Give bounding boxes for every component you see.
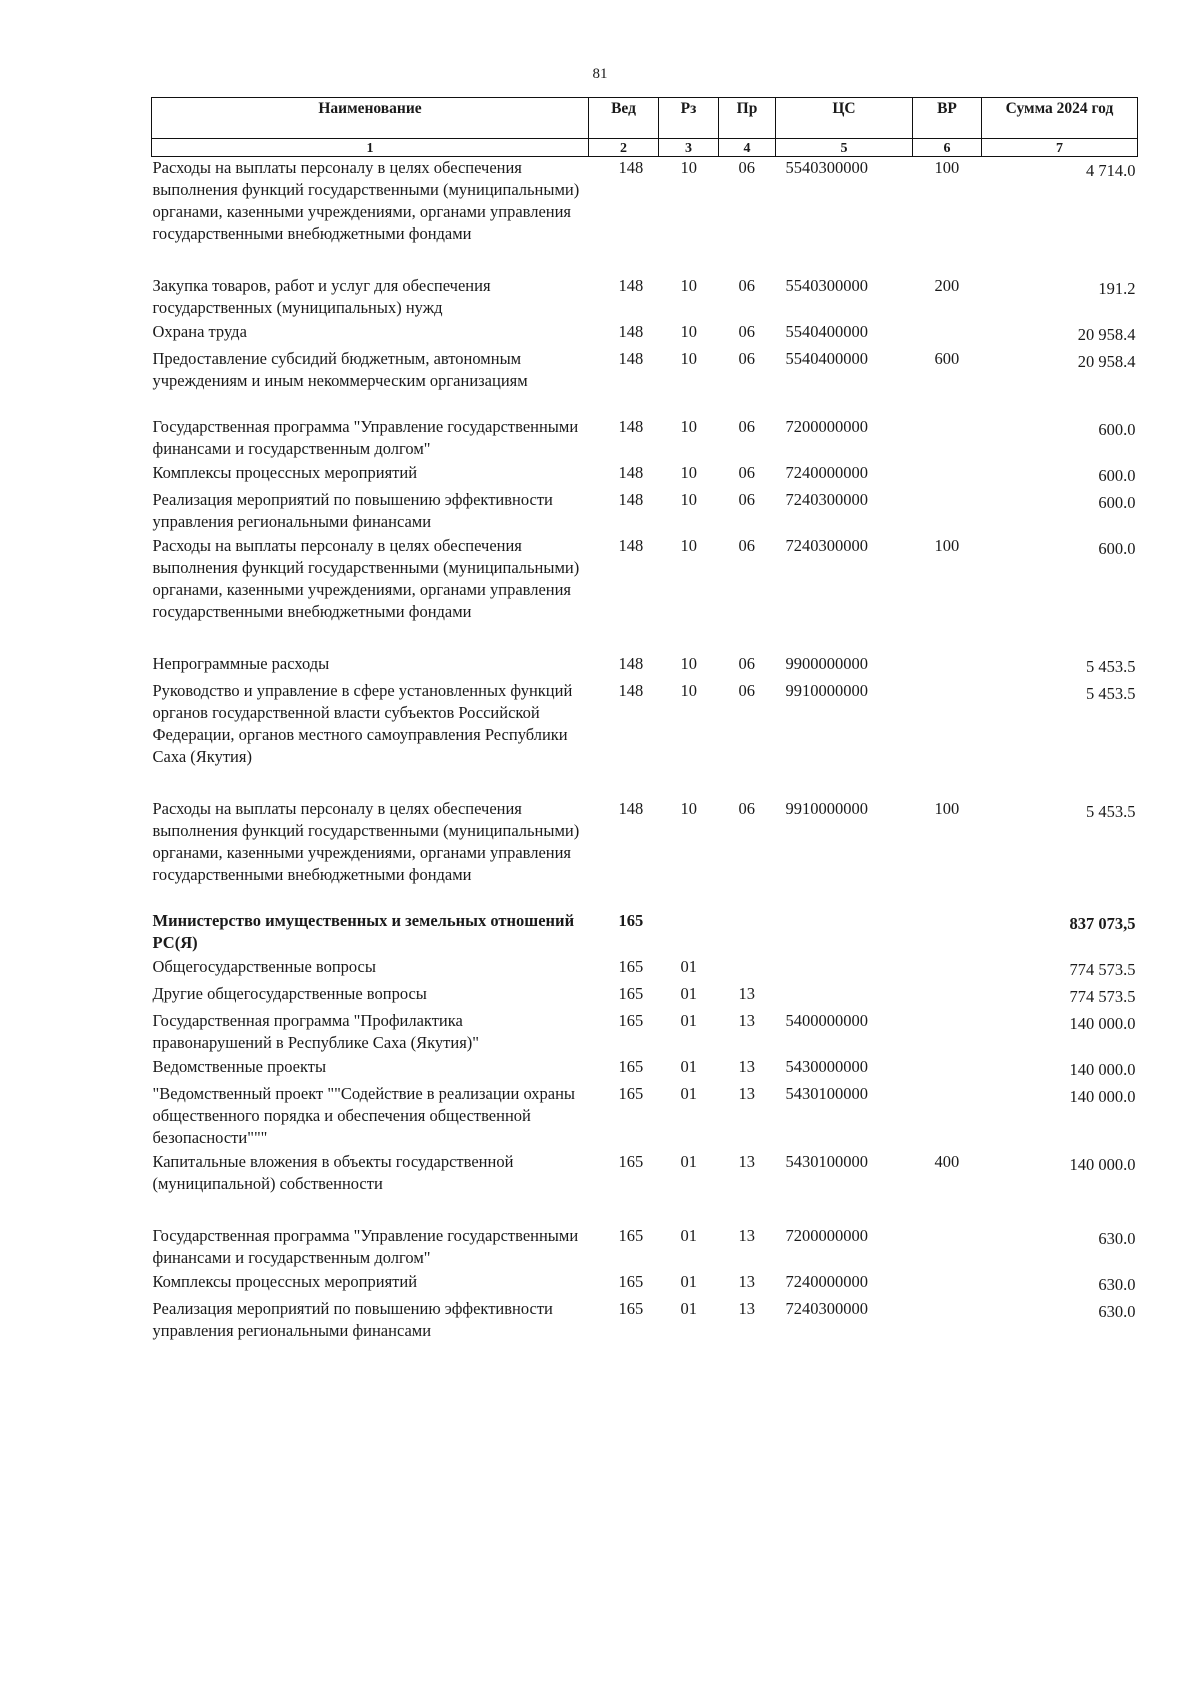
- row-cs: 5540300000: [785, 276, 868, 295]
- row-ved: 148: [618, 681, 644, 700]
- budget-table: [151, 97, 1138, 1344]
- row-cs: [776, 983, 913, 1010]
- header-pr: Пр: [719, 98, 776, 139]
- row-rz: [659, 910, 719, 956]
- row-rz: 10: [680, 276, 697, 295]
- row-vr: 200: [934, 276, 960, 295]
- row-pr: 13: [738, 1152, 755, 1171]
- table-row: [152, 680, 1138, 798]
- table-row: [152, 321, 1138, 348]
- row-cs: 5430000000: [785, 1057, 868, 1076]
- table-header: [152, 98, 1138, 157]
- row-cs: 7240000000: [785, 463, 868, 482]
- row-pr: 06: [738, 276, 755, 295]
- row-name: Министерство имущественных и земельных отношений РС(Я): [152, 911, 575, 952]
- table-row: [152, 1083, 1138, 1151]
- row-rz: 10: [680, 490, 697, 509]
- row-rz: 01: [680, 1011, 697, 1030]
- row-pr: 06: [738, 349, 755, 368]
- row-rz: 10: [680, 349, 697, 368]
- row-vr: [913, 956, 982, 983]
- page-number: 81: [592, 66, 608, 82]
- header-sum: Сумма 2024 год: [982, 98, 1138, 139]
- row-ved: 148: [618, 322, 644, 341]
- row-ved: 148: [618, 417, 644, 436]
- table-row: [152, 798, 1138, 910]
- row-pr: 06: [738, 536, 755, 555]
- row-cs: 7200000000: [785, 417, 868, 436]
- table-row: [152, 416, 1138, 462]
- row-vr: [913, 1271, 982, 1298]
- row-rz: 10: [680, 654, 697, 673]
- row-cs: 5540400000: [785, 322, 868, 341]
- row-vr: [913, 416, 982, 462]
- row-ved: 165: [618, 1152, 644, 1171]
- row-vr: 600: [934, 349, 960, 368]
- row-ved: 148: [618, 463, 644, 482]
- column-number: 6: [913, 139, 982, 157]
- row-pr: 13: [738, 1272, 755, 1291]
- row-name: Расходы на выплаты персоналу в целях обеспечения выполнения функций государственными (муниципальными) органами, казенными учреждениями, органами управления государственными внебюджетными фондами: [152, 799, 580, 884]
- row-vr: [913, 1083, 982, 1151]
- row-name: Другие общегосударственные вопросы: [152, 984, 427, 1003]
- row-cs: 7240300000: [785, 490, 868, 509]
- table-body: [152, 157, 1138, 1345]
- row-cs: [776, 910, 913, 956]
- row-name: Ведомственные проекты: [152, 1057, 327, 1076]
- row-rz: 10: [680, 417, 697, 436]
- row-pr: [719, 910, 776, 956]
- row-rz: 10: [680, 158, 697, 177]
- header-name: Наименование: [152, 98, 589, 139]
- row-cs: 7240300000: [785, 1299, 868, 1318]
- header-cs: ЦС: [776, 98, 913, 139]
- row-sum: 600.0: [1098, 493, 1136, 512]
- row-sum: 5 453.5: [1086, 657, 1136, 676]
- row-cs: 5540300000: [785, 158, 868, 177]
- row-pr: 06: [738, 654, 755, 673]
- row-cs: [776, 956, 913, 983]
- row-pr: 13: [738, 1084, 755, 1103]
- row-sum: 4 714.0: [1086, 161, 1136, 180]
- row-pr: 13: [738, 1226, 755, 1245]
- row-sum: 140 000.0: [1069, 1060, 1136, 1079]
- row-sum: 600.0: [1098, 420, 1136, 439]
- row-rz: 01: [680, 984, 697, 1003]
- row-ved: 148: [618, 654, 644, 673]
- row-pr: 06: [738, 490, 755, 509]
- header-rz: Рз: [659, 98, 719, 139]
- row-name: Государственная программа "Управление государственными финансами и государственным долгом": [152, 1226, 579, 1267]
- row-name: Государственная программа "Управление государственными финансами и государственным долгом": [152, 417, 579, 458]
- row-pr: 06: [738, 417, 755, 436]
- row-pr: 06: [738, 158, 755, 177]
- row-name: Государственная программа "Профилактика правонарушений в Республике Саха (Якутия)": [152, 1011, 480, 1052]
- table-row: [152, 275, 1138, 321]
- row-cs: 5400000000: [785, 1011, 868, 1030]
- row-sum: 5 453.5: [1086, 802, 1136, 821]
- row-name: Охрана труда: [152, 322, 247, 341]
- row-name: "Ведомственный проект ""Содействие в реализации охраны общественного порядка и обеспечения общественной безопасности""": [152, 1084, 576, 1147]
- row-name: Комплексы процессных мероприятий: [152, 1272, 418, 1291]
- table-row: [152, 489, 1138, 535]
- table-row: [152, 1271, 1138, 1298]
- row-name: Реализация мероприятий по повышению эффективности управления региональными финансами: [152, 490, 553, 531]
- row-ved: 165: [618, 1057, 644, 1076]
- row-vr: [913, 653, 982, 680]
- row-pr: 06: [738, 681, 755, 700]
- row-pr: 13: [738, 1299, 755, 1318]
- row-name: Реализация мероприятий по повышению эффективности управления региональными финансами: [152, 1299, 553, 1340]
- row-ved: 148: [618, 349, 644, 368]
- header-vr: ВР: [913, 98, 982, 139]
- table-row: [152, 1056, 1138, 1083]
- row-sum: 630.0: [1098, 1229, 1136, 1248]
- table-row: [152, 1151, 1138, 1225]
- table-row: [152, 983, 1138, 1010]
- row-vr: [913, 1298, 982, 1344]
- row-name: Капитальные вложения в объекты государственной (муниципальной) собственности: [152, 1152, 514, 1193]
- row-ved: 165: [618, 1226, 644, 1245]
- row-sum: 837 073,5: [1069, 914, 1136, 933]
- row-rz: 01: [680, 957, 697, 976]
- row-name: Расходы на выплаты персоналу в целях обеспечения выполнения функций государственными (муниципальными) органами, казенными учреждениями, органами управления государственными внебюджетными фондами: [152, 158, 580, 243]
- row-cs: 7240300000: [785, 536, 868, 555]
- row-ved: 148: [618, 276, 644, 295]
- row-vr: 100: [934, 799, 960, 818]
- row-vr: [913, 983, 982, 1010]
- row-sum: 191.2: [1098, 279, 1136, 298]
- row-ved: 148: [618, 799, 644, 818]
- column-number: 5: [776, 139, 913, 157]
- row-rz: 01: [680, 1299, 697, 1318]
- row-cs: 5430100000: [785, 1152, 868, 1171]
- row-ved: 165: [618, 1084, 644, 1103]
- row-name: Закупка товаров, работ и услуг для обеспечения государственных (муниципальных) нужд: [152, 276, 491, 317]
- row-pr: 13: [738, 1057, 755, 1076]
- column-number: 3: [659, 139, 719, 157]
- row-vr: [913, 489, 982, 535]
- row-vr: [913, 1056, 982, 1083]
- row-name: Предоставление субсидий бюджетным, автономным учреждениям и иным некоммерческим организациям: [152, 349, 528, 390]
- row-rz: 01: [680, 1226, 697, 1245]
- table-row: [152, 653, 1138, 680]
- row-name: Комплексы процессных мероприятий: [152, 463, 418, 482]
- row-name: Руководство и управление в сфере установленных функций органов государственной власти субъектов Российской Федерации, органов местного самоуправления Республики Саха (Якутия): [152, 681, 573, 766]
- row-pr: 06: [738, 322, 755, 341]
- row-name: Общегосударственные вопросы: [152, 957, 376, 976]
- table-row: [152, 157, 1138, 276]
- row-vr: [913, 321, 982, 348]
- header-ved: Вед: [589, 98, 659, 139]
- column-number: 2: [589, 139, 659, 157]
- row-pr: [719, 956, 776, 983]
- row-rz: 10: [680, 322, 697, 341]
- row-vr: 400: [934, 1152, 960, 1171]
- row-ved: 148: [618, 158, 644, 177]
- table-row: [152, 348, 1138, 416]
- row-ved: 165: [618, 957, 644, 976]
- row-sum: 140 000.0: [1069, 1014, 1136, 1033]
- row-vr: 100: [934, 158, 960, 177]
- column-number: 1: [152, 139, 589, 157]
- row-ved: 165: [618, 1272, 644, 1291]
- row-ved: 165: [618, 984, 644, 1003]
- row-sum: 140 000.0: [1069, 1087, 1136, 1106]
- table-row: [152, 1010, 1138, 1056]
- row-ved: 165: [618, 911, 644, 930]
- row-sum: 600.0: [1098, 539, 1136, 558]
- column-number: 7: [982, 139, 1138, 157]
- row-ved: 148: [618, 490, 644, 509]
- row-sum: 774 573.5: [1069, 987, 1136, 1006]
- table-row: [152, 956, 1138, 983]
- row-cs: 7240000000: [785, 1272, 868, 1291]
- row-rz: 10: [680, 463, 697, 482]
- row-cs: 9910000000: [785, 799, 868, 818]
- row-cs: 9910000000: [785, 681, 868, 700]
- row-cs: 5430100000: [785, 1084, 868, 1103]
- row-sum: 20 958.4: [1077, 325, 1136, 344]
- row-vr: [913, 910, 982, 956]
- table-row: [152, 1298, 1138, 1344]
- row-cs: 5540400000: [785, 349, 868, 368]
- row-cs: 7200000000: [785, 1226, 868, 1245]
- row-rz: 10: [680, 536, 697, 555]
- row-rz: 01: [680, 1272, 697, 1291]
- row-sum: 600.0: [1098, 466, 1136, 485]
- row-pr: 06: [738, 463, 755, 482]
- row-name: Непрограммные расходы: [152, 654, 330, 673]
- row-ved: 165: [618, 1299, 644, 1318]
- table-row: [152, 1225, 1138, 1271]
- row-sum: 774 573.5: [1069, 960, 1136, 979]
- row-rz: 10: [680, 799, 697, 818]
- row-sum: 630.0: [1098, 1275, 1136, 1294]
- row-vr: [913, 1010, 982, 1056]
- row-sum: 140 000.0: [1069, 1155, 1136, 1174]
- row-sum: 20 958.4: [1077, 352, 1136, 371]
- row-vr: 100: [934, 536, 960, 555]
- column-number: 4: [719, 139, 776, 157]
- table-row: [152, 535, 1138, 653]
- row-pr: 06: [738, 799, 755, 818]
- row-cs: 9900000000: [785, 654, 868, 673]
- row-ved: 148: [618, 536, 644, 555]
- row-rz: 01: [680, 1152, 697, 1171]
- row-sum: 630.0: [1098, 1302, 1136, 1321]
- row-rz: 01: [680, 1057, 697, 1076]
- row-pr: 13: [738, 1011, 755, 1030]
- row-vr: [913, 680, 982, 798]
- row-vr: [913, 462, 982, 489]
- table-row: [152, 462, 1138, 489]
- row-name: Расходы на выплаты персоналу в целях обеспечения выполнения функций государственными (муниципальными) органами, казенными учреждениями, органами управления государственными внебюджетными фондами: [152, 536, 580, 621]
- row-rz: 10: [680, 681, 697, 700]
- row-sum: 5 453.5: [1086, 684, 1136, 703]
- row-ved: 165: [618, 1011, 644, 1030]
- budget-table-container: [151, 97, 1137, 1344]
- row-rz: 01: [680, 1084, 697, 1103]
- row-vr: [913, 1225, 982, 1271]
- table-row: [152, 910, 1138, 956]
- row-pr: 13: [738, 984, 755, 1003]
